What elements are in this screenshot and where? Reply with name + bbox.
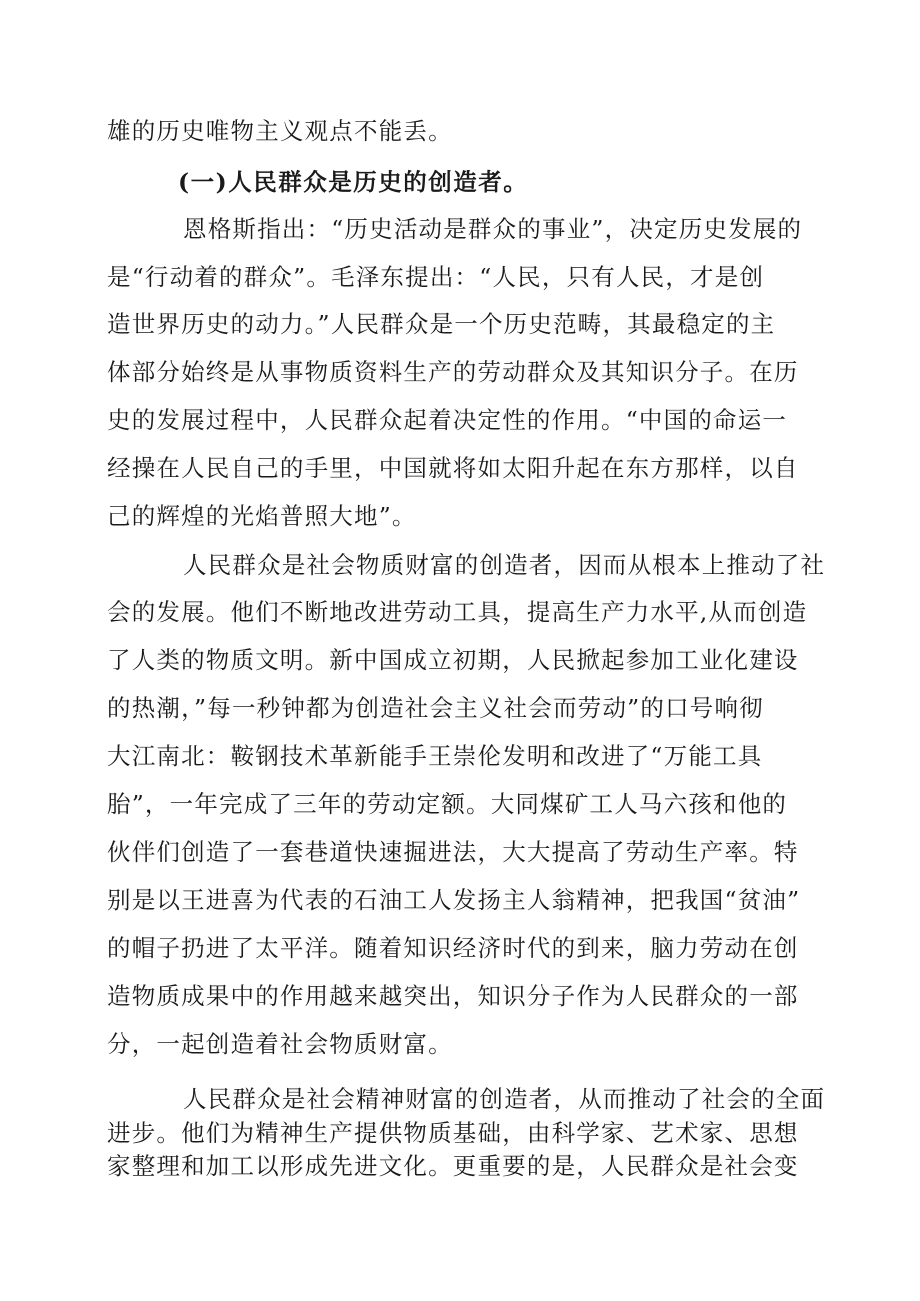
paragraph3-line: 人民群众是社会精神财富的创造者，从而推动了社会的全面 [183, 1085, 826, 1113]
paragraph2-line: 会的发展。他们不断地改进劳动工具，提高生产力水平,从而创造 [107, 598, 808, 626]
paragraph1-line: 己的辉煌的光焰普照大地”。 [107, 502, 417, 530]
paragraph1-line: 史的发展过程中，人民群众起着决定性的作用。“中国的命运一 [107, 406, 788, 434]
paragraph2-line: 的热潮，”每一秒钟都为创造社会主义社会而劳动”的口号响彻 [107, 694, 764, 722]
paragraph1-line: 经操在人民自己的手里，中国就将如太阳升起在东方那样，以自 [107, 454, 799, 482]
section-heading: (一)人民群众是历史的创造者。 [178, 168, 529, 196]
intro-tail-line: 雄的历史唯物主义观点不能丢。 [107, 117, 453, 145]
paragraph2-line: 造物质成果中的作用越来越突出，知识分子作为人民群众的一部 [107, 982, 799, 1010]
paragraph2-line: 的帽子扔进了太平洋。随着知识经济时代的到来，脑力劳动在创 [107, 934, 799, 962]
paragraph2-line: 伙伴们创造了一套巷道快速掘进法，大大提高了劳动生产率。特 [107, 838, 799, 866]
paragraph2-line: 分，一起创造着社会物质财富。 [107, 1030, 453, 1058]
paragraph3-line: 家整理和加工以形成先进文化。更重要的是，人民群众是社会变 [107, 1152, 799, 1180]
paragraph2-line: 人民群众是社会物质财富的创造者，因而从根本上推动了社 [183, 551, 826, 579]
paragraph2-line: 别是以王进喜为代表的石油工人发扬主人翁精神，把我国“贫油” [107, 886, 801, 914]
paragraph3-line: 进步。他们为精神生产提供物质基础，由科学家、艺术家、思想 [107, 1119, 799, 1147]
paragraph1-line: 体部分始终是从事物质资料生产的劳动群众及其知识分子。在历 [107, 358, 799, 386]
paragraph2-line: 大江南北：鞍钢技术革新能手王崇伦发明和改进了“万能工具 [107, 742, 763, 770]
paragraph1-line: 造世界历史的动力。”人民群众是一个历史范畴，其最稳定的主 [107, 310, 776, 338]
paragraph1-line: 是“行动着的群众”。毛泽东提出：“人民，只有人民，才是创 [107, 263, 765, 291]
paragraph2-line: 了人类的物质文明。新中国成立初期，人民掀起参加工业化建设 [107, 646, 799, 674]
paragraph2-line: 胎”，一年完成了三年的劳动定额。大同煤矿工人马六孩和他的 [107, 790, 788, 818]
paragraph1-line: 恩格斯指出：“历史活动是群众的事业”，决定历史发展的 [183, 215, 803, 243]
